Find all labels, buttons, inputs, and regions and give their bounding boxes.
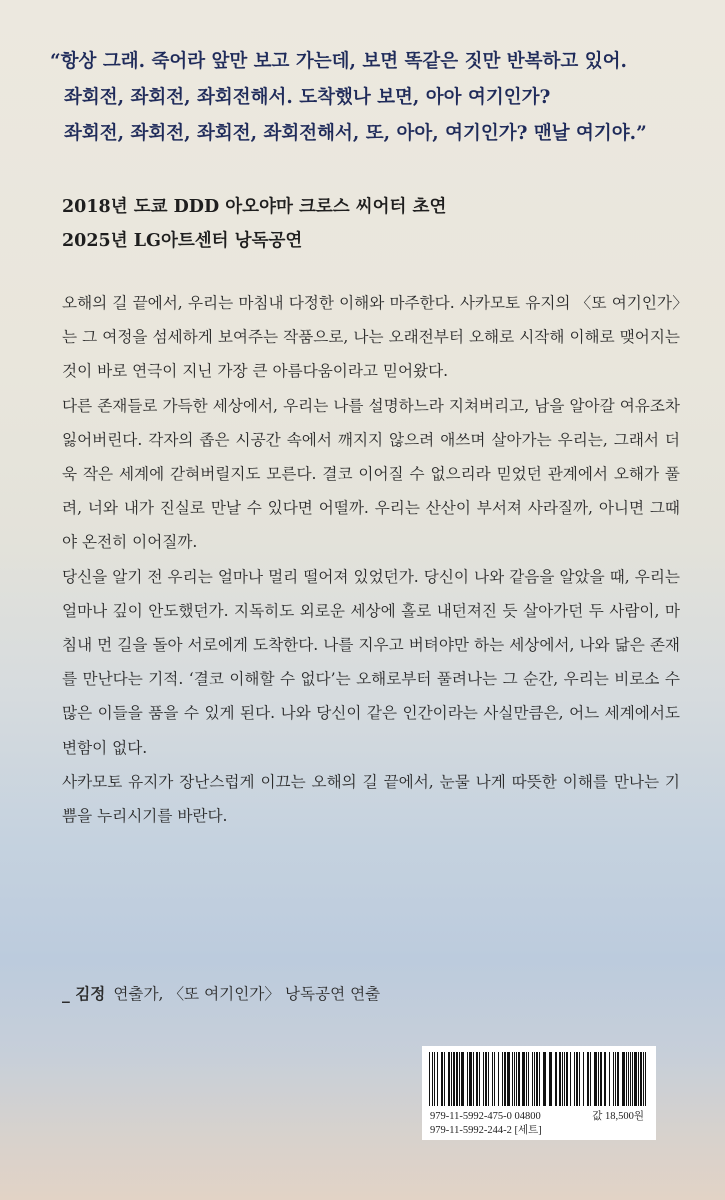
signature-role: 연출가, 〈또 여기인가〉 낭독공연 연출: [113, 985, 381, 1003]
review-paragraph-1: 오해의 길 끝에서, 우리는 마침내 다정한 이해와 마주한다. 사카모토 유지의 〈또 여기인가〉는 그 여정을 섬세하게 보여주는 작품으로, 나는 오래전부터 오해로 시작해 이해로 맺어지는 것이 바로 연극이 지닌 가장 큰 아름다움이라고 믿어왔다.: [62, 294, 680, 381]
signature-name: _ 김정: [62, 984, 106, 1003]
quote-line-3: 좌회전, 좌회전, 좌회전, 좌회전해서, 또, 아아, 여기인가? 맨날 여기야.”: [64, 123, 647, 144]
review-text: [62, 286, 680, 833]
barcode-icon: [429, 1052, 649, 1106]
review-paragraph-2: 다른 존재들로 가득한 세상에서, 우리는 나를 설명하느라 지쳐버리고, 남을 알아갈 여유조차 잃어버린다. 각자의 좁은 시공간 속에서 깨지지 않으려 애쓰며 살아가는 우리는, 그래서 더욱 작은 세계에 갇혀버릴지도 모른다. 결코 이어질 수 없으리라 믿었던 관계에서 오해가 풀려, 너와 내가 진실로 만날 수 있다면 어떨까. 우리는 산산이 부서져 사라질까, 아니면 그때야 온전히 이어질까.: [62, 396, 680, 552]
quote-line-2: 좌회전, 좌회전, 좌회전해서. 도착했나 보면, 아아 여기인가?: [64, 87, 551, 108]
premiere-line-2: 2025년 LG아트센터 낭독공연: [62, 231, 303, 251]
review-paragraph-4: 사카모토 유지가 장난스럽게 이끄는 오해의 길 끝에서, 눈물 나게 따뜻한 이해를 만나는 기쁨을 누리시기를 바란다.: [62, 772, 680, 826]
premiere-line-1: 2018년 도쿄 DDD 아오야마 크로스 씨어터 초연: [62, 197, 447, 217]
review-signature: [62, 978, 682, 1010]
barcode-box: [422, 1046, 656, 1140]
review-paragraph-3: 당신을 알기 전 우리는 얼마나 멀리 떨어져 있었던가. 당신이 나와 같음을 알았을 때, 우리는 얼마나 깊이 안도했던가. 지독히도 외로운 세상에 홀로 내던져진 듯 살아가던 두 사람이, 마침내 먼 길을 돌아 서로에게 도착한다. 나를 지우고 버텨야만 하는 세상에서, 나와 닮은 존재를 만난다는 기적. ‘결코 이해할 수 없다’는 오해로부터 풀려나는 그 순간, 우리는 비로소 수많은 이들을 품을 수 있게 된다. 나와 당신이 같은 인간이라는 사실만큼은, 어느 세계에서도 변함이 없다.: [62, 567, 680, 757]
isbn-main: 979-11-5992-475-0 04800: [430, 1111, 541, 1122]
quote-block: [50, 44, 690, 152]
price-label: 값 18,500원: [592, 1111, 644, 1122]
quote-line-1: “항상 그래. 죽어라 앞만 보고 가는데, 보면 똑같은 짓만 반복하고 있어.: [50, 51, 627, 72]
isbn-set: 979-11-5992-244-2 [세트]: [430, 1125, 542, 1136]
premiere-info: [62, 190, 682, 258]
